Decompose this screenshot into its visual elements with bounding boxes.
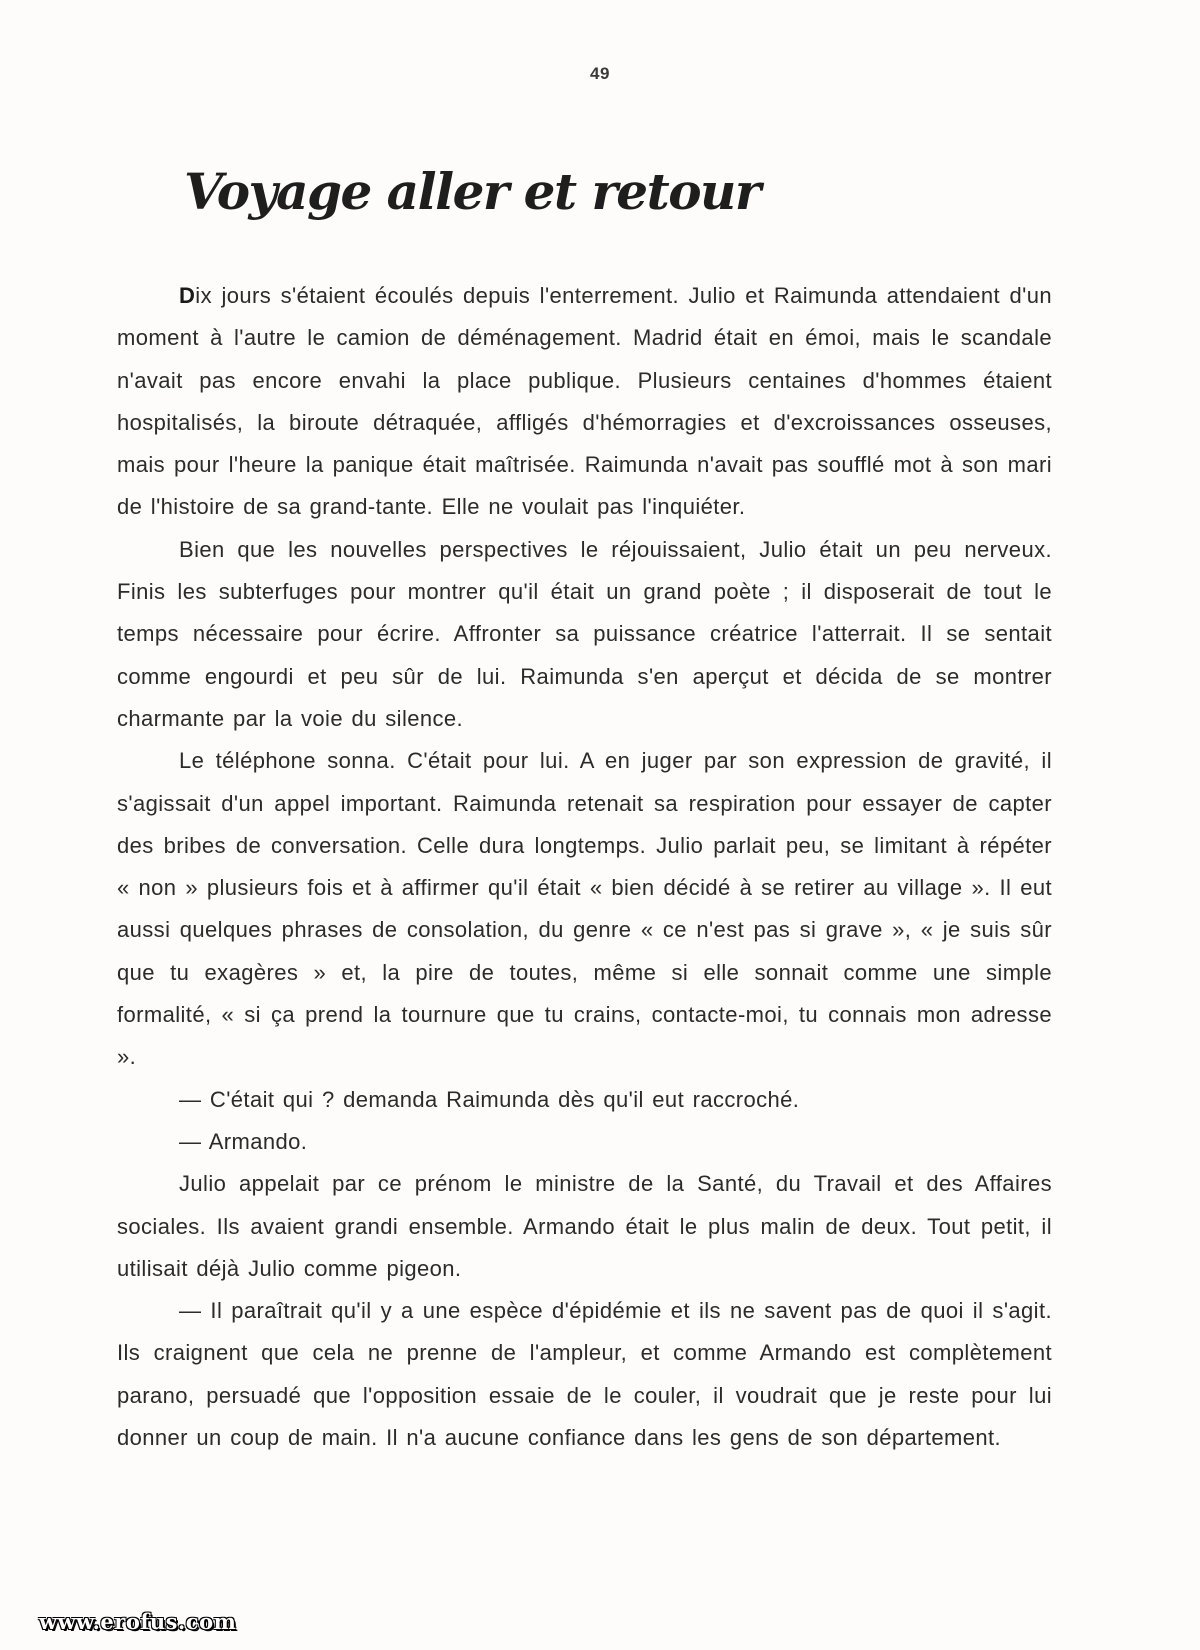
paragraph-3: Le téléphone sonna. C'était pour lui. A en juger par son expression de gravité, il s'agissait d'un appel important. Raimunda retenait sa respiration pour essayer de capter des bribes de conversation. Celle dura longtemps. Julio parlait peu, se limitant à répéter « non » plusieurs fois et à affirmer qu'il était « bien décidé à se retirer au village ». Il eut aussi quelques phrases de consolation, du genre « ce n'est pas si grave », « je suis sûr que tu exagères » et, la pire de toutes, même si elle sonnait comme une simple formalité, « si ça prend la tournure que tu crains, contacte-moi, tu connais mon adresse ». xyxy=(117,748,1052,1070)
watermark: www.erofus.com xyxy=(39,1609,237,1634)
dialogue-line-1: — C'était qui ? demanda Raimunda dès qu'il eut raccroché. xyxy=(179,1086,800,1112)
paragraph-1 xyxy=(117,275,1052,529)
page-number: 49 xyxy=(590,64,610,83)
chapter-title: Voyage aller et retour xyxy=(184,162,760,221)
dialogue-line-3: — Il paraîtrait qu'il y a une espèce d'épidémie et ils ne savent pas de quoi il s'agit. Ils craignent que cela ne prenne de l'ampleur, et comme Armando est complètement parano, persuadé que l'opposition essaie de le couler, il voudrait que je reste pour lui donner un coup de main. Il n'a aucune confiance dans les gens de son département. xyxy=(117,1298,1052,1451)
chapter-body xyxy=(117,275,1052,1459)
drop-cap: D xyxy=(179,283,196,308)
paragraph-1-text: ix jours s'étaient écoulés depuis l'enterrement. Julio et Raimunda attendaient d'un moment à l'autre le camion de déménagement. Madrid était en émoi, mais le scandale n'avait pas encore envahi la place publique. Plusieurs centaines d'hommes étaient hospitalisés, la biroute détraquée, affligés d'hémorragies et d'excroissances osseuses, mais pour l'heure la panique était maîtrisée. Raimunda n'avait pas soufflé mot à son mari de l'histoire de sa grand-tante. Elle ne voulait pas l'inquiéter. xyxy=(117,283,1052,520)
paragraph-2: Bien que les nouvelles perspectives le réjouissaient, Julio était un peu nerveux. Finis les subterfuges pour montrer qu'il était un grand poète ; il disposerait de tout le temps nécessaire pour écrire. Affronter sa puissance créatrice l'atterrait. Il se sentait comme engourdi et peu sûr de lui. Raimunda s'en aperçut et décida de se montrer charmante par la voie du silence. xyxy=(117,536,1052,731)
dialogue-line-2: — Armando. xyxy=(179,1128,308,1154)
paragraph-6: Julio appelait par ce prénom le ministre de la Santé, du Travail et des Affaires sociales. Ils avaient grandi ensemble. Armando était le plus malin de deux. Tout petit, il utilisait déjà Julio comme pigeon. xyxy=(117,1171,1052,1281)
